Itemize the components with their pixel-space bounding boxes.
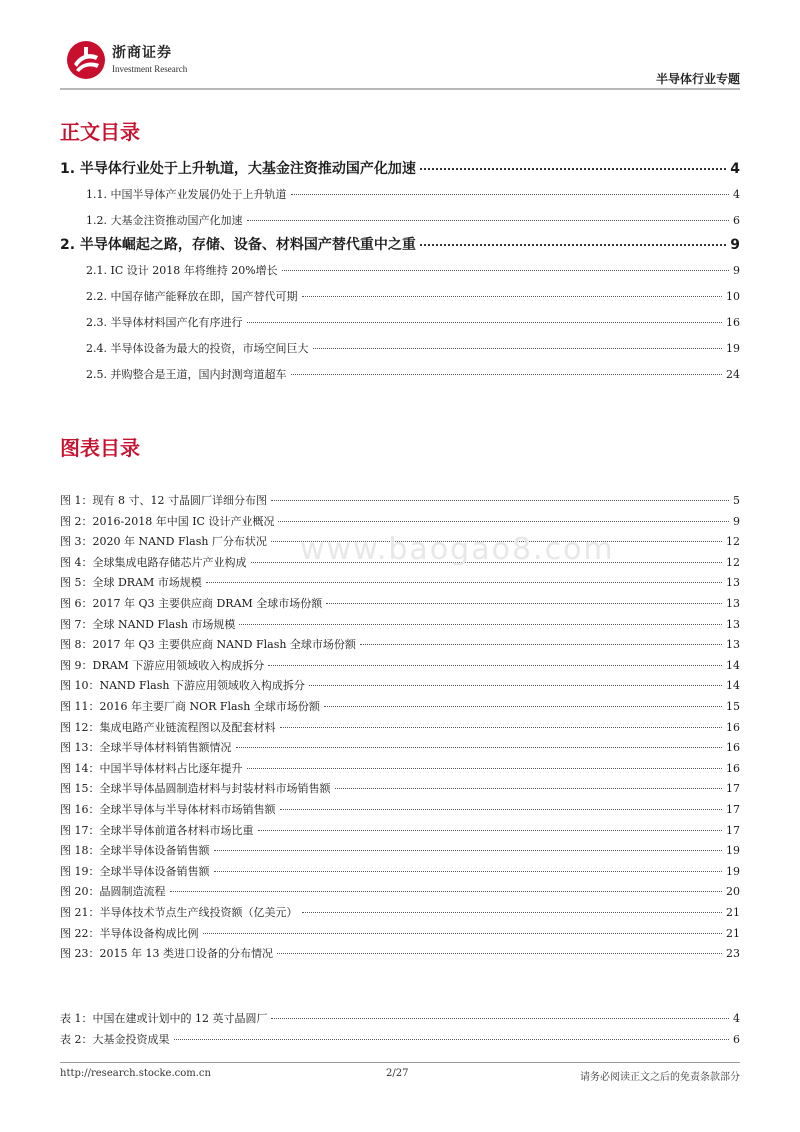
- toc-entry-page: 17: [726, 823, 740, 837]
- dot-leader: [247, 220, 730, 221]
- toc-entry-label: 图 21：半导体技术节点生产线投资额（亿美元）: [60, 906, 298, 919]
- toc-entry[interactable]: [60, 925, 740, 941]
- toc-entry[interactable]: [60, 574, 740, 590]
- toc-entry-label: 2.3. 半导体材料国产化有序进行: [86, 316, 243, 329]
- toc-entry-label: 2.4. 半导体设备为最大的投资，市场空间巨大: [86, 342, 309, 355]
- toc-entry-label: 图 10：NAND Flash 下游应用领域收入构成拆分: [60, 679, 305, 693]
- toc-entry-label: 图 19：全球半导体设备销售额: [60, 864, 210, 878]
- toc-entry-label: 图 14：中国半导体材料占比逐年提升: [60, 761, 243, 775]
- toc-entry-page: 17: [726, 803, 740, 816]
- toc-entry-page: 13: [726, 597, 740, 610]
- toc-entry[interactable]: [60, 945, 740, 961]
- toc-entry-page: 9: [733, 264, 740, 277]
- dot-leader: [170, 891, 723, 892]
- dot-leader: [280, 727, 723, 728]
- dot-leader: [247, 768, 723, 769]
- report-type: 半导体行业专题: [655, 72, 740, 86]
- toc-entry[interactable]: [60, 1031, 740, 1047]
- toc-entry[interactable]: [86, 212, 740, 228]
- page-header: [0, 0, 800, 92]
- header-divider: [60, 88, 740, 90]
- toc-entry-page: 14: [726, 679, 740, 693]
- toc-entry[interactable]: [60, 636, 740, 652]
- toc-entry-page: 13: [726, 576, 740, 590]
- toc-entry-page: 4: [733, 1012, 740, 1025]
- toc-entry-label: 图 7：全球 NAND Flash 市场规模: [60, 617, 236, 631]
- toc-entry-page: 13: [726, 617, 740, 631]
- toc-entry-page: 10: [726, 290, 740, 303]
- dot-leader: [420, 168, 726, 170]
- main-toc-title: 正文目录: [60, 120, 140, 144]
- toc-entry[interactable]: [60, 822, 740, 838]
- toc-entry-page: 24: [726, 368, 740, 381]
- toc-entry-label: 图 22：半导体设备构成比例: [60, 926, 199, 940]
- toc-entry[interactable]: [60, 719, 740, 735]
- figure-toc-title: 图表目录: [60, 436, 140, 460]
- toc-entry-page: 20: [726, 885, 740, 899]
- toc-entry-label: 2.5. 并购整合是王道，国内封测弯道超车: [86, 368, 287, 381]
- dot-leader: [174, 1039, 730, 1040]
- toc-entry-page: 16: [726, 741, 740, 755]
- toc-entry-label: 1.1. 中国半导体产业发展仍处于上升轨道: [86, 188, 287, 201]
- toc-entry-label: 2.1. IC 设计 2018 年将维持 20%增长: [86, 264, 278, 277]
- toc-entry[interactable]: [60, 158, 740, 178]
- toc-entry[interactable]: [60, 595, 740, 611]
- toc-entry-page: 15: [726, 700, 740, 713]
- toc-entry[interactable]: [60, 739, 740, 755]
- dot-leader: [280, 809, 723, 810]
- toc-entry[interactable]: [86, 340, 740, 356]
- toc-entry-label: 2.2. 中国存储产能释放在即，国产替代可期: [86, 290, 298, 303]
- dot-leader: [277, 953, 722, 954]
- toc-entry-label: 图 5：全球 DRAM 市场规模: [60, 576, 202, 590]
- toc-entry-label: 图 23：2015 年 13 类进口设备的分布情况: [60, 947, 273, 961]
- toc-entry-page: 5: [733, 494, 740, 507]
- toc-entry[interactable]: [60, 234, 740, 254]
- toc-entry-page: 9: [733, 514, 740, 528]
- toc-entry-page: 6: [733, 214, 740, 227]
- toc-entry[interactable]: [86, 366, 740, 382]
- toc-entry-label: 图 15：全球半导体晶圆制造材料与封装材料市场销售额: [60, 782, 331, 796]
- dot-leader: [291, 374, 723, 375]
- toc-entry-label: 图 17：全球半导体前道各材料市场比重: [60, 823, 254, 837]
- dot-leader: [214, 871, 723, 872]
- dot-leader: [271, 1018, 729, 1019]
- toc-entry[interactable]: [86, 262, 740, 278]
- toc-entry[interactable]: [60, 780, 740, 796]
- toc-entry-label: 图 1：现有 8 寸、12 寸晶圆厂详细分布图: [60, 494, 267, 507]
- footer-url[interactable]: http://research.stocke.com.cn: [60, 1068, 211, 1079]
- dot-leader: [278, 521, 729, 522]
- toc-entry-label: 1. 半导体行业处于上升轨道，大基金注资推动国产化加速: [60, 161, 416, 177]
- toc-entry-label: 2. 半导体崛起之路，存储、设备、材料国产替代重中之重: [60, 237, 416, 253]
- toc-entry-label: 图 2：2016-2018 年中国 IC 设计产业概况: [60, 514, 275, 528]
- stocke-logo-icon: [66, 40, 106, 80]
- toc-entry-label: 图 12：集成电路产业链流程图以及配套材料: [60, 720, 276, 734]
- toc-entry-page: 21: [726, 926, 740, 940]
- toc-entry-page: 13: [726, 638, 740, 652]
- dot-leader: [236, 747, 723, 748]
- toc-entry-page: 17: [726, 782, 740, 796]
- dot-leader: [302, 912, 723, 913]
- dot-leader: [282, 270, 729, 271]
- dot-leader: [203, 933, 723, 934]
- toc-entry-label: 图 16：全球半导体与半导体材料市场销售额: [60, 803, 276, 816]
- toc-entry-page: 16: [726, 720, 740, 734]
- toc-entry[interactable]: [60, 698, 740, 714]
- toc-entry-label: 图 4：全球集成电路存储芯片产业构成: [60, 555, 247, 569]
- toc-entry[interactable]: [60, 760, 740, 776]
- dot-leader: [324, 706, 722, 707]
- toc-entry-label: 图 20：晶圆制造流程: [60, 885, 166, 899]
- dot-leader: [268, 665, 722, 666]
- page-number: 2/27: [386, 1068, 409, 1079]
- toc-entry-page: 9: [730, 237, 740, 253]
- toc-entry[interactable]: [60, 1010, 740, 1026]
- dot-leader: [313, 348, 723, 349]
- toc-entry-page: 16: [726, 761, 740, 775]
- toc-entry-page: 19: [726, 844, 740, 858]
- toc-entry-page: 6: [733, 1032, 740, 1046]
- toc-entry-page: 19: [726, 864, 740, 878]
- toc-entry[interactable]: [86, 186, 740, 202]
- toc-entry-page: 14: [726, 658, 740, 672]
- toc-entry-page: 12: [726, 535, 740, 549]
- dot-leader: [291, 194, 730, 195]
- dot-leader: [206, 582, 722, 583]
- brand-name-cn: 浙商证券: [112, 45, 172, 61]
- footer-disclaimer: 请务必阅读正文之后的免责条款部分: [580, 1072, 740, 1083]
- toc-entry[interactable]: [60, 904, 740, 920]
- toc-entry[interactable]: [60, 492, 740, 508]
- toc-entry-label: 图 3：2020 年 NAND Flash 厂分布状况: [60, 535, 267, 549]
- dot-leader: [214, 850, 723, 851]
- toc-entry[interactable]: [60, 801, 740, 817]
- toc-entry-page: 19: [726, 342, 740, 355]
- toc-entry-page: 21: [726, 906, 740, 919]
- toc-entry-label: 图 11：2016 年主要厂商 NOR Flash 全球市场份额: [60, 700, 320, 713]
- watermark: www.baogao8.com: [300, 532, 615, 567]
- toc-entry-label: 表 2：大基金投资成果: [60, 1032, 170, 1046]
- toc-entry-label: 1.2. 大基金注资推动国产化加速: [86, 214, 243, 227]
- toc-entry-label: 图 9：DRAM 下游应用领域收入构成拆分: [60, 658, 265, 672]
- toc-entry[interactable]: [60, 657, 740, 673]
- dot-leader: [302, 296, 723, 297]
- toc-entry[interactable]: [60, 677, 740, 693]
- dot-leader: [309, 685, 722, 686]
- toc-entry-page: 16: [726, 316, 740, 329]
- dot-leader: [360, 644, 722, 645]
- toc-entry[interactable]: [60, 616, 740, 632]
- toc-entry-page: 4: [730, 161, 740, 177]
- dot-leader: [326, 603, 722, 604]
- toc-entry[interactable]: [60, 883, 740, 899]
- toc-entry[interactable]: [60, 513, 740, 529]
- toc-entry[interactable]: [86, 314, 740, 330]
- toc-entry-label: 图 18：全球半导体设备销售额: [60, 844, 210, 858]
- brand-name-en: Investment Research: [112, 64, 188, 74]
- toc-entry[interactable]: [60, 842, 740, 858]
- toc-entry-label: 图 6：2017 年 Q3 主要供应商 DRAM 全球市场份额: [60, 597, 323, 610]
- toc-entry-page: 4: [733, 188, 740, 201]
- dot-leader: [247, 322, 723, 323]
- toc-entry-page: 23: [726, 947, 740, 961]
- toc-entry[interactable]: [60, 863, 740, 879]
- dot-leader: [335, 788, 723, 789]
- toc-entry-label: 图 8：2017 年 Q3 主要供应商 NAND Flash 全球市场份额: [60, 638, 356, 652]
- toc-entry[interactable]: [86, 288, 740, 304]
- toc-entry-page: 12: [726, 555, 740, 569]
- toc-entry-label: 图 13：全球半导体材料销售额情况: [60, 741, 232, 755]
- dot-leader: [239, 624, 722, 625]
- dot-leader: [271, 500, 729, 501]
- footer-divider: [60, 1062, 740, 1063]
- dot-leader: [420, 244, 726, 246]
- dot-leader: [258, 830, 723, 831]
- toc-entry-label: 表 1：中国在建或计划中的 12 英寸晶圆厂: [60, 1012, 268, 1025]
